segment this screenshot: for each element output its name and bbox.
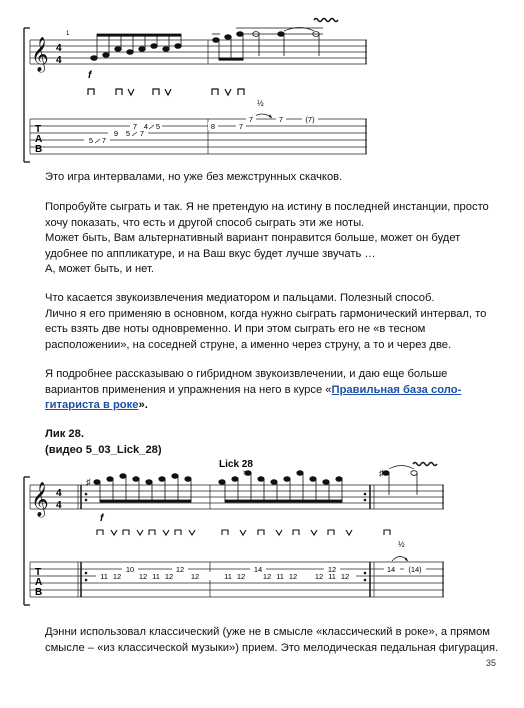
note (175, 44, 182, 49)
note (411, 471, 417, 476)
tab-fret: 7 (248, 115, 254, 124)
note (115, 47, 122, 52)
tab-letter-t: T (35, 124, 42, 135)
tab-fret: 14 (253, 565, 263, 574)
paragraph-3: Что касается звукоизвлечения медиатором и пальцами. Полезный способ. Лично я его применяю в основном, когда нужно сыграть гармонический интервал, то есть взять две ноты одновременно. И при этом сыграть его не «в тесном расположении», на соседней струне, а именно через струну, а то и через две. (45, 292, 487, 351)
tab-fret: 7 (139, 129, 145, 138)
tab-fret: 12 (138, 572, 148, 581)
vibrato-icon (314, 19, 338, 22)
tab-fret: 9 (113, 129, 119, 138)
tab-fret: 11 (328, 572, 336, 581)
tab-letter-b: B (35, 144, 43, 155)
note (127, 50, 134, 55)
measure-number: 1 (66, 31, 70, 37)
tab-fret: 12 (340, 572, 350, 581)
tab-fret: (7) (305, 115, 315, 124)
tab-fret: (14) (408, 565, 422, 574)
tab-fret: 11 (276, 572, 284, 581)
note-group (219, 471, 342, 503)
vibrato-icon (413, 463, 437, 466)
note (163, 47, 170, 52)
paragraph-5: Дэнни использовал классический (уже не в смысле «классический в роке», а прямом смысле – «из классической музыки») прием. Это мелодическая педальная фигурация. (45, 626, 499, 654)
tab-letter-t: T (35, 567, 42, 578)
note (383, 471, 389, 476)
tab-fret: 5 (155, 122, 161, 131)
lick-title: Lick 28 (219, 459, 253, 470)
note (139, 47, 146, 52)
tab-fret: 4 (143, 122, 149, 131)
tab-fret: 12 (314, 572, 324, 581)
tab-letter-a: A (35, 577, 43, 588)
tab-fret: 12 (236, 572, 246, 581)
dynamic-marking: f (100, 513, 104, 524)
time-signature-top: 4 (56, 488, 62, 499)
tab-fret: 7 (132, 122, 138, 131)
tab-fret: 7 (238, 122, 244, 131)
tab-fret: 12 (288, 572, 298, 581)
dynamic-marking: f (88, 70, 92, 81)
tab-fret: 12 (262, 572, 272, 581)
tab-fret: 5 (125, 129, 131, 138)
paragraph-2: Попробуйте сыграть и так. Я не претендую на истину в последней инстанции, просто хочу показать, что есть и другой способ сыграть эти же ноты. Может быть, Вам альтернативный вариант понравится больше, может он будет удобнее по аппликатуре, и на Ваш вкус будет лучше звучать … А, может быть, и нет. (45, 201, 489, 276)
course-link-continued[interactable]: гитариста в роке (45, 399, 139, 412)
lick-28-notation (0, 455, 524, 615)
lick-1-notation (0, 0, 524, 165)
note (103, 53, 110, 58)
svg-text:♯: ♯ (379, 468, 384, 478)
svg-text:♮: ♮ (243, 468, 247, 478)
tab-fret: 12 (112, 572, 122, 581)
tab-fret: 12 (190, 572, 200, 581)
tab-fret: 7 (278, 115, 284, 124)
treble-clef-icon: 𝄞 (31, 38, 49, 71)
note (151, 44, 158, 49)
svg-text:♯: ♯ (86, 477, 91, 487)
half-bend-label: ½ (257, 99, 264, 108)
time-signature-top: 4 (56, 43, 62, 54)
tab-fret: 11 (152, 572, 160, 581)
note (225, 35, 232, 40)
tab-letter-a: A (35, 134, 43, 145)
tab-letter-b: B (35, 587, 43, 598)
lick-heading: Лик 28. (видео 5_03_Lick_28) (45, 428, 162, 456)
tab-fret: 10 (125, 565, 135, 574)
tab-fret: 12 (327, 565, 337, 574)
note (213, 38, 220, 43)
note-group (94, 474, 191, 503)
paragraph-4: Я подробнее рассказываю о гибридном звукоизвлечении, и даю еще больше вариантов применения и упражнения на него в курсе «Правильная база соло- гитариста в роке». (45, 368, 462, 412)
note (91, 56, 98, 61)
tab-fret: 11 (224, 572, 232, 581)
tab-fret: 5 (88, 136, 94, 145)
tab-fret: 7 (101, 136, 107, 145)
paragraph-1: Это игра интервалами, но уже без межструнных скачков. (45, 171, 343, 183)
pick-strokes (88, 89, 244, 95)
time-signature-bottom: 4 (56, 55, 62, 66)
tab-fret: 8 (210, 122, 216, 131)
tab-fret: 14 (386, 565, 396, 574)
treble-clef-icon: 𝄞 (31, 483, 49, 516)
tab-fret: 11 (100, 572, 108, 581)
time-signature-bottom: 4 (56, 500, 62, 511)
course-link[interactable]: Правильная база соло- (331, 383, 462, 396)
half-bend-label: ½ (398, 540, 405, 549)
tab-fret: 12 (164, 572, 174, 581)
pick-strokes (97, 530, 390, 535)
tab-fret: 12 (175, 565, 185, 574)
page-number: 35 (485, 658, 496, 668)
